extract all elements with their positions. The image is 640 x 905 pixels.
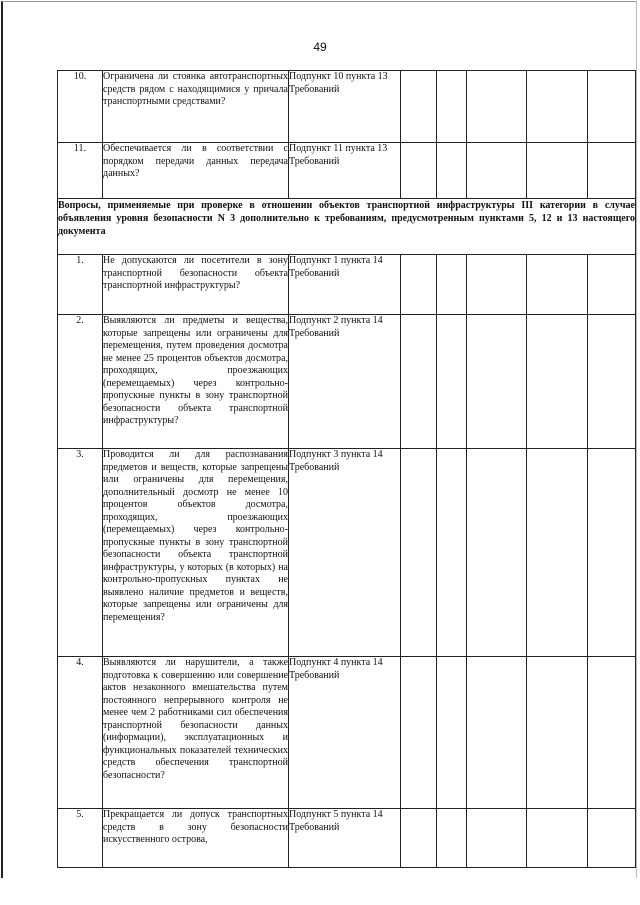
answer-cell-extra[interactable] [588, 255, 636, 315]
answer-cell-not-applicable[interactable] [467, 71, 527, 143]
answer-cell-yes[interactable] [401, 315, 437, 449]
section-heading-row [58, 199, 636, 255]
page-bottom-margin [0, 878, 640, 905]
answer-cell-note[interactable] [527, 255, 588, 315]
answer-cell-no[interactable] [437, 315, 467, 449]
table-row [58, 143, 636, 199]
table-row [58, 657, 636, 809]
table-row [58, 71, 636, 143]
answer-cell-note[interactable] [527, 315, 588, 449]
answer-cell-note[interactable] [527, 71, 588, 143]
answer-cell-not-applicable[interactable] [467, 143, 527, 199]
answer-cell-not-applicable[interactable] [467, 657, 527, 809]
requirement-reference: Подпункт 3 пункта 14 Требований [289, 449, 401, 657]
requirement-reference: Подпункт 10 пункта 13 Требований [289, 71, 401, 143]
answer-cell-note[interactable] [527, 143, 588, 199]
requirement-reference: Подпункт 4 пункта 14 Требований [289, 657, 401, 809]
requirement-reference: Подпункт 1 пункта 14 Требований [289, 255, 401, 315]
answer-cell-yes[interactable] [401, 255, 437, 315]
row-number: 3. [58, 449, 103, 657]
answer-cell-yes[interactable] [401, 143, 437, 199]
answer-cell-no[interactable] [437, 809, 467, 868]
answer-cell-note[interactable] [527, 809, 588, 868]
table-row [58, 809, 636, 868]
row-number: 5. [58, 809, 103, 868]
question-text: Прекращается ли допуск транспортных средств в зону безопасности искусственного острова, [103, 809, 289, 868]
answer-cell-note[interactable] [527, 657, 588, 809]
answer-cell-not-applicable[interactable] [467, 449, 527, 657]
answer-cell-no[interactable] [437, 449, 467, 657]
answer-cell-extra[interactable] [588, 315, 636, 449]
answer-cell-yes[interactable] [401, 657, 437, 809]
row-number: 2. [58, 315, 103, 449]
question-text: Выявляются ли предметы и вещества, которые запрещены или ограничены для перемещения, путем проведения досмотра не менее 25 процентов объектов досмотра, проходящих, проезжающих (перемещаемых) через контрольно-пропускные пункты в зону транспортной безопасности объекта транспортной инфраструктуры? [103, 315, 289, 449]
row-number: 1. [58, 255, 103, 315]
question-text: Проводится ли для распознавания предметов и веществ, которые запрещены или ограничены для перемещения, дополнительный досмотр не менее 10 процентов объектов досмотра, проходящих, проезжающих (перемещаемых) через контрольно-пропускные пункты в зону транспортной безопасности объекта транспортной инфраструктуры, у которых (в которых) на контрольно-пропускных пунктах не выявлено наличие предметов и веществ, которые запрещены или ограничены для перемещения? [103, 449, 289, 657]
answer-cell-extra[interactable] [588, 143, 636, 199]
answer-cell-not-applicable[interactable] [467, 255, 527, 315]
answer-cell-not-applicable[interactable] [467, 315, 527, 449]
answer-cell-no[interactable] [437, 71, 467, 143]
row-number: 4. [58, 657, 103, 809]
table-row [58, 255, 636, 315]
answer-cell-note[interactable] [527, 449, 588, 657]
table-row [58, 449, 636, 657]
answer-cell-extra[interactable] [588, 449, 636, 657]
question-text: Не допускаются ли посетители в зону транспортной безопасности объекта транспортной инфраструктуры? [103, 255, 289, 315]
answer-cell-not-applicable[interactable] [467, 809, 527, 868]
section-heading: Вопросы, применяемые при проверке в отношении объектов транспортной инфраструктуры III категории в случае объявления уровня безопасности N 3 дополнительно к требованиям, предусмотренным пунктами 5, 12 и 13 настоящего документа [58, 199, 636, 255]
answer-cell-no[interactable] [437, 657, 467, 809]
answer-cell-yes[interactable] [401, 449, 437, 657]
answer-cell-yes[interactable] [401, 71, 437, 143]
answer-cell-extra[interactable] [588, 657, 636, 809]
page-number: 49 [313, 40, 327, 54]
requirement-reference: Подпункт 2 пункта 14 Требований [289, 315, 401, 449]
row-number: 10. [58, 71, 103, 143]
table-row [58, 315, 636, 449]
answer-cell-yes[interactable] [401, 809, 437, 868]
row-number: 11. [58, 143, 103, 199]
requirement-reference: Подпункт 11 пункта 13 Требований [289, 143, 401, 199]
question-text: Ограничена ли стоянка автотранспортных средств рядом с находящимися у причала транспортными средствами? [103, 71, 289, 143]
question-text: Выявляются ли нарушители, а также подготовка к совершению или совершение актов незаконного вмешательства путем постоянного непрерывного контроля не менее чем 2 работниками сил обеспечения транспортной безопасности данных (информации), эксплуатационных и функциональных показателей технических средств обеспечения транспортной безопасности? [103, 657, 289, 809]
question-text: Обеспечивается ли в соответствии с порядком передачи данных передача данных? [103, 143, 289, 199]
answer-cell-no[interactable] [437, 143, 467, 199]
answer-cell-no[interactable] [437, 255, 467, 315]
checklist-table [57, 70, 636, 868]
answer-cell-extra[interactable] [588, 809, 636, 868]
answer-cell-extra[interactable] [588, 71, 636, 143]
requirement-reference: Подпункт 5 пункта 14 Требований [289, 809, 401, 868]
